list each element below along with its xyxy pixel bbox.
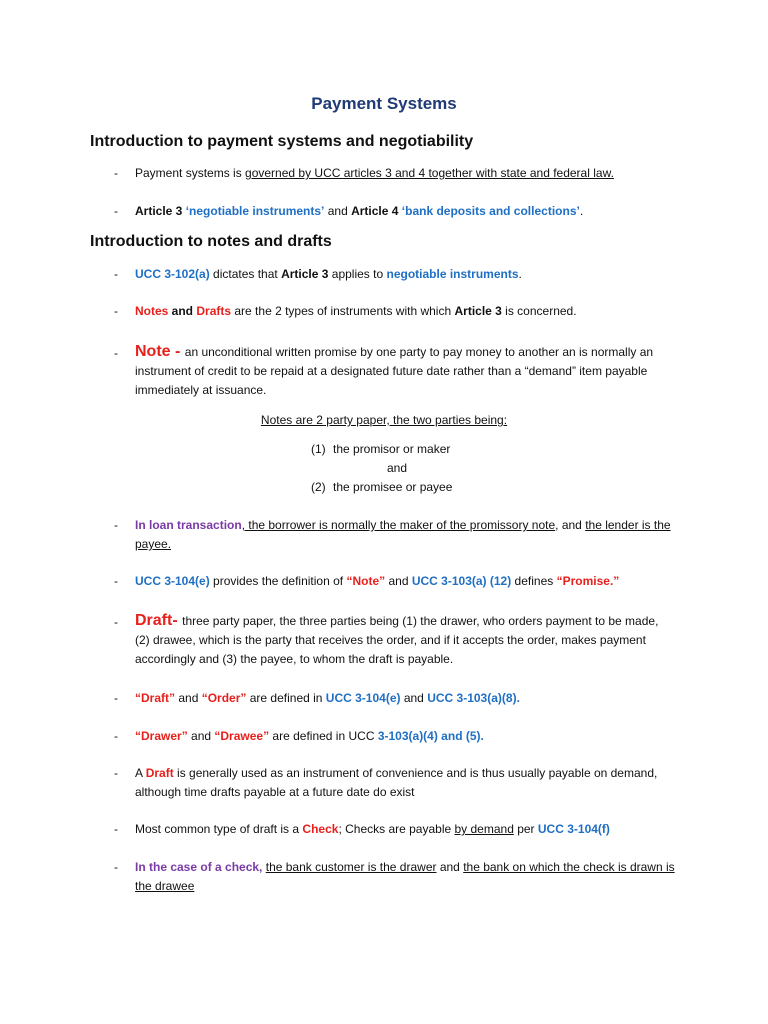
section-heading-negotiability: Introduction to payment systems and negotiability <box>90 133 474 150</box>
bullet-dash: - <box>114 204 118 218</box>
paragraph-draft-convenience: A Draft is generally used as an instrument of convenience and is thus usually payable on demand, although time drafts payable at a future date do exist <box>135 766 658 799</box>
conjunction-and: and <box>386 461 408 475</box>
paragraph-loan-transaction: In loan transaction, the borrower is normally the maker of the promissory note, and the lender is the payee. <box>135 518 671 551</box>
paragraph-governed: Payment systems is governed by UCC articles 3 and 4 together with state and federal law. <box>135 166 614 180</box>
bullet-dash: - <box>114 615 118 629</box>
paragraph-notes-drafts: Notes and Drafts are the 2 types of instruments with which Article 3 is concerned. <box>135 304 577 318</box>
bullet-dash: - <box>114 574 118 588</box>
list-item-promisee: (2) the promisee or payee <box>311 480 453 494</box>
bullet-dash: - <box>114 304 118 318</box>
bullet-dash: - <box>114 267 118 281</box>
paragraph-check-parties: In the case of a check, the bank customer is the drawer and the bank on which the check is drawn is the drawee <box>135 860 675 893</box>
paragraph-drawer-drawee: “Drawer” and “Drawee” are defined in UCC 3-103(a)(4) and (5). <box>135 729 484 743</box>
paragraph-ucc-3-102: UCC 3-102(a) dictates that Article 3 applies to negotiable instruments. <box>135 267 522 281</box>
bullet-dash: - <box>114 766 118 780</box>
bullet-dash: - <box>114 166 118 180</box>
bullet-dash: - <box>114 729 118 743</box>
bullet-dash: - <box>114 860 118 874</box>
paragraph-draft-definition: Draft- three party paper, the three parties being (1) the drawer, who orders payment to be made, (2) drawee, which is the party that receives the order, and if it accepts the order, makes payment accordingly and (3) the payee, to whom the draft is payable. <box>135 612 659 666</box>
bullet-dash: - <box>114 822 118 836</box>
bullet-dash: - <box>114 346 118 360</box>
list-item-promisor: (1) the promisor or maker <box>311 442 451 456</box>
paragraph-check: Most common type of draft is a Check; Checks are payable by demand per UCC 3-104(f) <box>135 822 610 836</box>
paragraph-note-definition: Note - an unconditional written promise by one party to pay money to another an is normally an instrument of credit to be repaid at a designated future date rather than a “demand” item payable immediately at issuance. <box>135 343 654 397</box>
bullet-dash: - <box>114 518 118 532</box>
bullet-dash: - <box>114 691 118 705</box>
subheading-two-party: Notes are 2 party paper, the two parties being: <box>260 413 508 427</box>
paragraph-draft-order: “Draft” and “Order” are defined in UCC 3-104(e) and UCC 3-103(a)(8). <box>135 691 520 705</box>
paragraph-ucc-3-104e: UCC 3-104(e) provides the definition of “Note” and UCC 3-103(a) (12) defines “Promise.” <box>135 574 620 588</box>
page-title: Payment Systems <box>311 94 457 113</box>
paragraph-articles: Article 3 ‘negotiable instruments’ and Article 4 ‘bank deposits and collections’. <box>135 204 584 218</box>
section-heading-notes-drafts: Introduction to notes and drafts <box>90 233 332 250</box>
